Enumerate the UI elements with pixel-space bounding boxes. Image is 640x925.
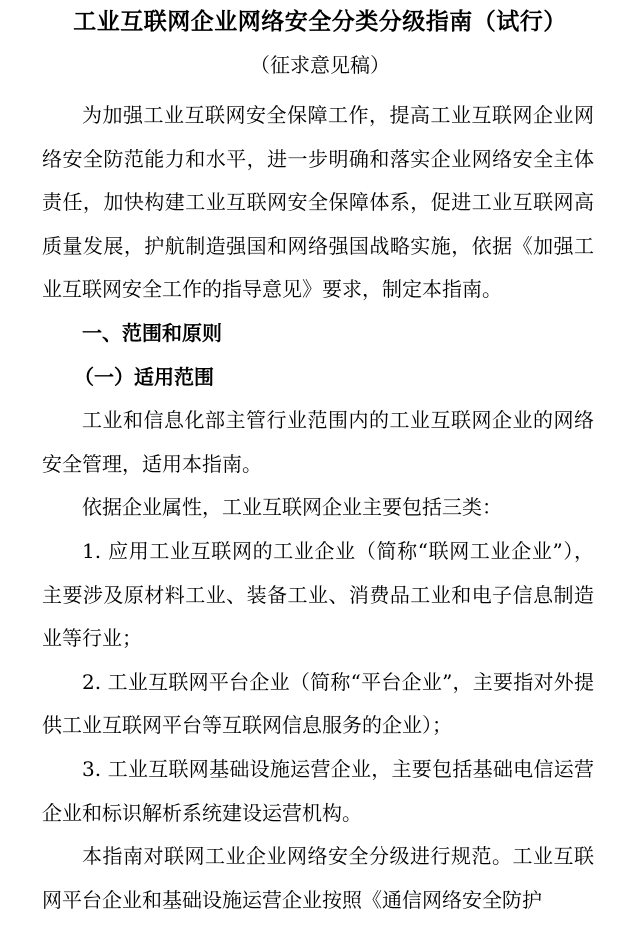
- document-subtitle: （征求意见稿）: [250, 53, 390, 77]
- category-3-paragraph: 3. 工业互联网基础设施运营企业，主要包括基础电信运营企业和标识解析系统建设运营机构。: [42, 756, 594, 825]
- category-2-paragraph: 2. 工业互联网平台企业（简称“平台企业”，主要指对外提供工业互联网平台等互联网信息服务的企业）；: [42, 669, 594, 738]
- document-body: [42, 94, 594, 922]
- category-1-paragraph: 1. 应用工业互联网的工业企业（简称“联网工业企业”），主要涉及原材料工业、装备工业、消费品工业和电子信息制造业等行业；: [42, 538, 594, 651]
- intro-paragraph: 为加强工业互联网安全保障工作，提高工业互联网企业网络安全防范能力和水平，进一步明确和落实企业网络安全主体责任，加快构建工业互联网安全保障体系，促进工业互联网高质量发展，护航制造强国和网络强国战略实施，依据《加强工业互联网安全工作的指导意见》要求，制定本指南。: [42, 103, 594, 302]
- section-heading-scope-principles: 一、范围和原则: [82, 320, 222, 345]
- scope-paragraph: 工业和信息化部主管行业范围内的工业互联网企业的网络安全管理，适用本指南。: [42, 408, 594, 476]
- closing-paragraph: 本指南对联网工业企业网络安全分级进行规范。工业互联网平台企业和基础设施运营企业按照《通信网络安全防护: [42, 844, 594, 912]
- subsection-heading-scope: （一）适用范围: [74, 364, 214, 389]
- categories-intro-paragraph: 依据企业属性，工业互联网企业主要包括三类：: [82, 495, 502, 520]
- document-title: 工业互联网企业网络安全分类分级指南（试行）: [73, 9, 567, 35]
